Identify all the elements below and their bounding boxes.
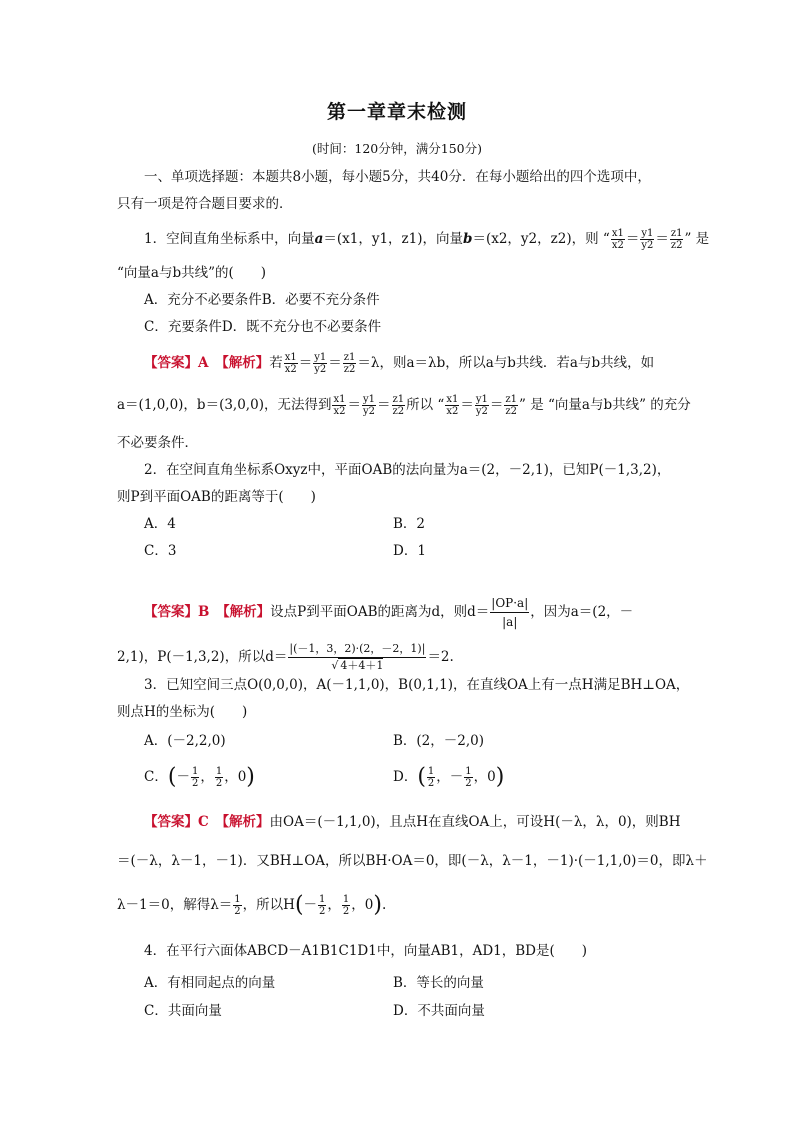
q2-stem-cont: 则P到平面OAB的距离等于( ) [117, 489, 316, 505]
fraction: $\frac{1}{2}$ [465, 766, 472, 789]
q2-option-c: C．3 [144, 543, 177, 559]
fraction: $\frac{y1}{y2}$ [362, 394, 375, 417]
fraction: $\frac{x1}{x2}$ [284, 352, 297, 375]
fraction: $\frac{z1}{z2}$ [505, 394, 518, 417]
q2-option-a: A．4 [144, 516, 176, 532]
q3-analysis-line3: λ－1＝0，解得λ＝ $\frac{1}{2}$ ，所以H(－ $\frac{1}{2}$ ， $\frac{1}{2}$ ，0). [117, 892, 387, 918]
section-heading: 一、单项选择题：本题共8小题，每小题5分，共40分．在每小题给出的四个选项中， [144, 169, 651, 185]
fraction: $\frac{1}{2}$ [234, 894, 241, 917]
q3-option-d: D．( $\frac{1}{2}$ ，－ $\frac{1}{2}$ ，0) [393, 764, 505, 790]
q2-analysis-line2: 2,1)，P(－1,3,2)，所以d＝ $\frac{|(-1,3,2)\cdot(2,-2,1)|}{√ 4+4+1}$ ＝2. [117, 642, 454, 672]
q1-analysis-line2: a＝(1,0,0)，b＝(3,0,0)，无法得到 $\frac{x1}{x2}$ ＝ $\frac{y1}{y2}$ ＝ $\frac{z1}{z2}$ 所以 “ $\frac{x1}{x2}$ ＝ $\frac{y1}{y2}$ ＝ $\frac{z1}{z2}$ ” 是 “向量a与b共线” 的充分 [117, 394, 691, 417]
page-title: 第一章章末检测 [326, 101, 467, 123]
fraction: $\frac{1}{2}$ [215, 766, 223, 789]
q3-stem-cont: 则点H的坐标为( ) [117, 704, 248, 720]
fraction: $\frac{z1}{z2}$ [670, 228, 683, 251]
q2-stem: 2．在空间直角坐标系Oxyz中，平面OAB的法向量为a＝(2，－2,1)，已知P(－1,3,2)， [144, 462, 671, 478]
fraction: $\frac{1}{2}$ [319, 894, 326, 917]
q1-stem: 1．空间直角坐标系中，向量a＝(x1，y1，z1)，向量b＝(x2，y2，z2)，则 “ $\frac{x1}{x2}$ ＝ $\frac{y1}{y2}$ ＝ $\frac{z1}{z2}$ ” 是 [144, 228, 710, 251]
q3-option-b: B．(2，－2,0) [393, 733, 485, 749]
q4-stem: 4．在平行六面体ABCD－A1B1C1D1中，向量AB1，AD1，BD是( ) [144, 943, 588, 959]
q3-analysis-line2: ＝(－λ，λ－1，－1)．又BH⊥OA，所以BH·OA＝0，即(－λ，λ－1，－1)·(－1,1,0)＝0，即λ＋ [117, 853, 708, 869]
fraction: $\frac{|OP\cdot a|}{|a|}$ [491, 596, 529, 629]
q3-answer: 【答案】C 【解析】由OA＝(－1,1,0)，且点H在直线OA上，可设H(－λ，λ，0)，则BH [144, 814, 681, 830]
q1-options-cd: C．充要条件D．既不充分也不必要条件 [144, 319, 382, 335]
fraction: $\frac{1}{2}$ [191, 766, 199, 789]
fraction: $\frac{y1}{y2}$ [475, 394, 488, 417]
q4-option-a: A．有相同起点的向量 [144, 975, 276, 991]
page-subtitle: (时间：120分钟，满分150分) [312, 141, 482, 156]
q3-option-c: C．(－ $\frac{1}{2}$ ， $\frac{1}{2}$ ，0) [144, 764, 255, 790]
fraction: $\frac{x1}{x2}$ [333, 394, 346, 417]
q2-answer: 【答案】B 【解析】设点P到平面OAB的距离为d，则d＝ $\frac{|OP\cdot a|}{|a|}$ ，因为a＝(2，－ [144, 596, 634, 629]
fraction: $\frac{x1}{x2}$ [611, 228, 624, 251]
q4-option-c: C．共面向量 [144, 1003, 222, 1019]
q1-analysis-line3: 不必要条件． [117, 435, 198, 451]
q2-option-d: D．1 [393, 543, 426, 559]
fraction: $\frac{y1}{y2}$ [314, 352, 327, 375]
fraction: $\frac{|(-1,3,2)\cdot(2,-2,1)|}{√ 4+4+1}$ [289, 642, 426, 672]
q1-stem-cont: “向量a与b共线”的( ) [117, 265, 267, 281]
q1-answer: 【答案】A 【解析】若 $\frac{x1}{x2}$ ＝ $\frac{y1}{y2}$ ＝ $\frac{z1}{z2}$ ＝λ，则a＝λb，所以a与b共线．若a与b共线，如 [144, 352, 655, 375]
fraction: $\frac{z1}{z2}$ [343, 352, 356, 375]
q4-option-b: B．等长的向量 [393, 975, 484, 991]
fraction: $\frac{1}{2}$ [342, 894, 350, 917]
fraction: $\frac{y1}{y2}$ [641, 228, 654, 251]
fraction: $\frac{x1}{x2}$ [446, 394, 459, 417]
q3-option-a: A．(－2,2,0) [144, 733, 226, 749]
fraction: $\frac{1}{2}$ [427, 766, 435, 789]
q2-option-b: B．2 [393, 516, 426, 532]
q4-option-d: D．不共面向量 [393, 1003, 485, 1019]
q3-stem: 3．已知空间三点O(0,0,0)，A(－1,1,0)，B(0,1,1)，在直线OA上有一点H满足BH⊥OA， [144, 677, 690, 693]
q1-options-ab: A．充分不必要条件B．必要不充分条件 [144, 292, 380, 308]
fraction: $\frac{z1}{z2}$ [392, 394, 405, 417]
section-heading-cont: 只有一项是符合题目要求的． [117, 196, 293, 212]
